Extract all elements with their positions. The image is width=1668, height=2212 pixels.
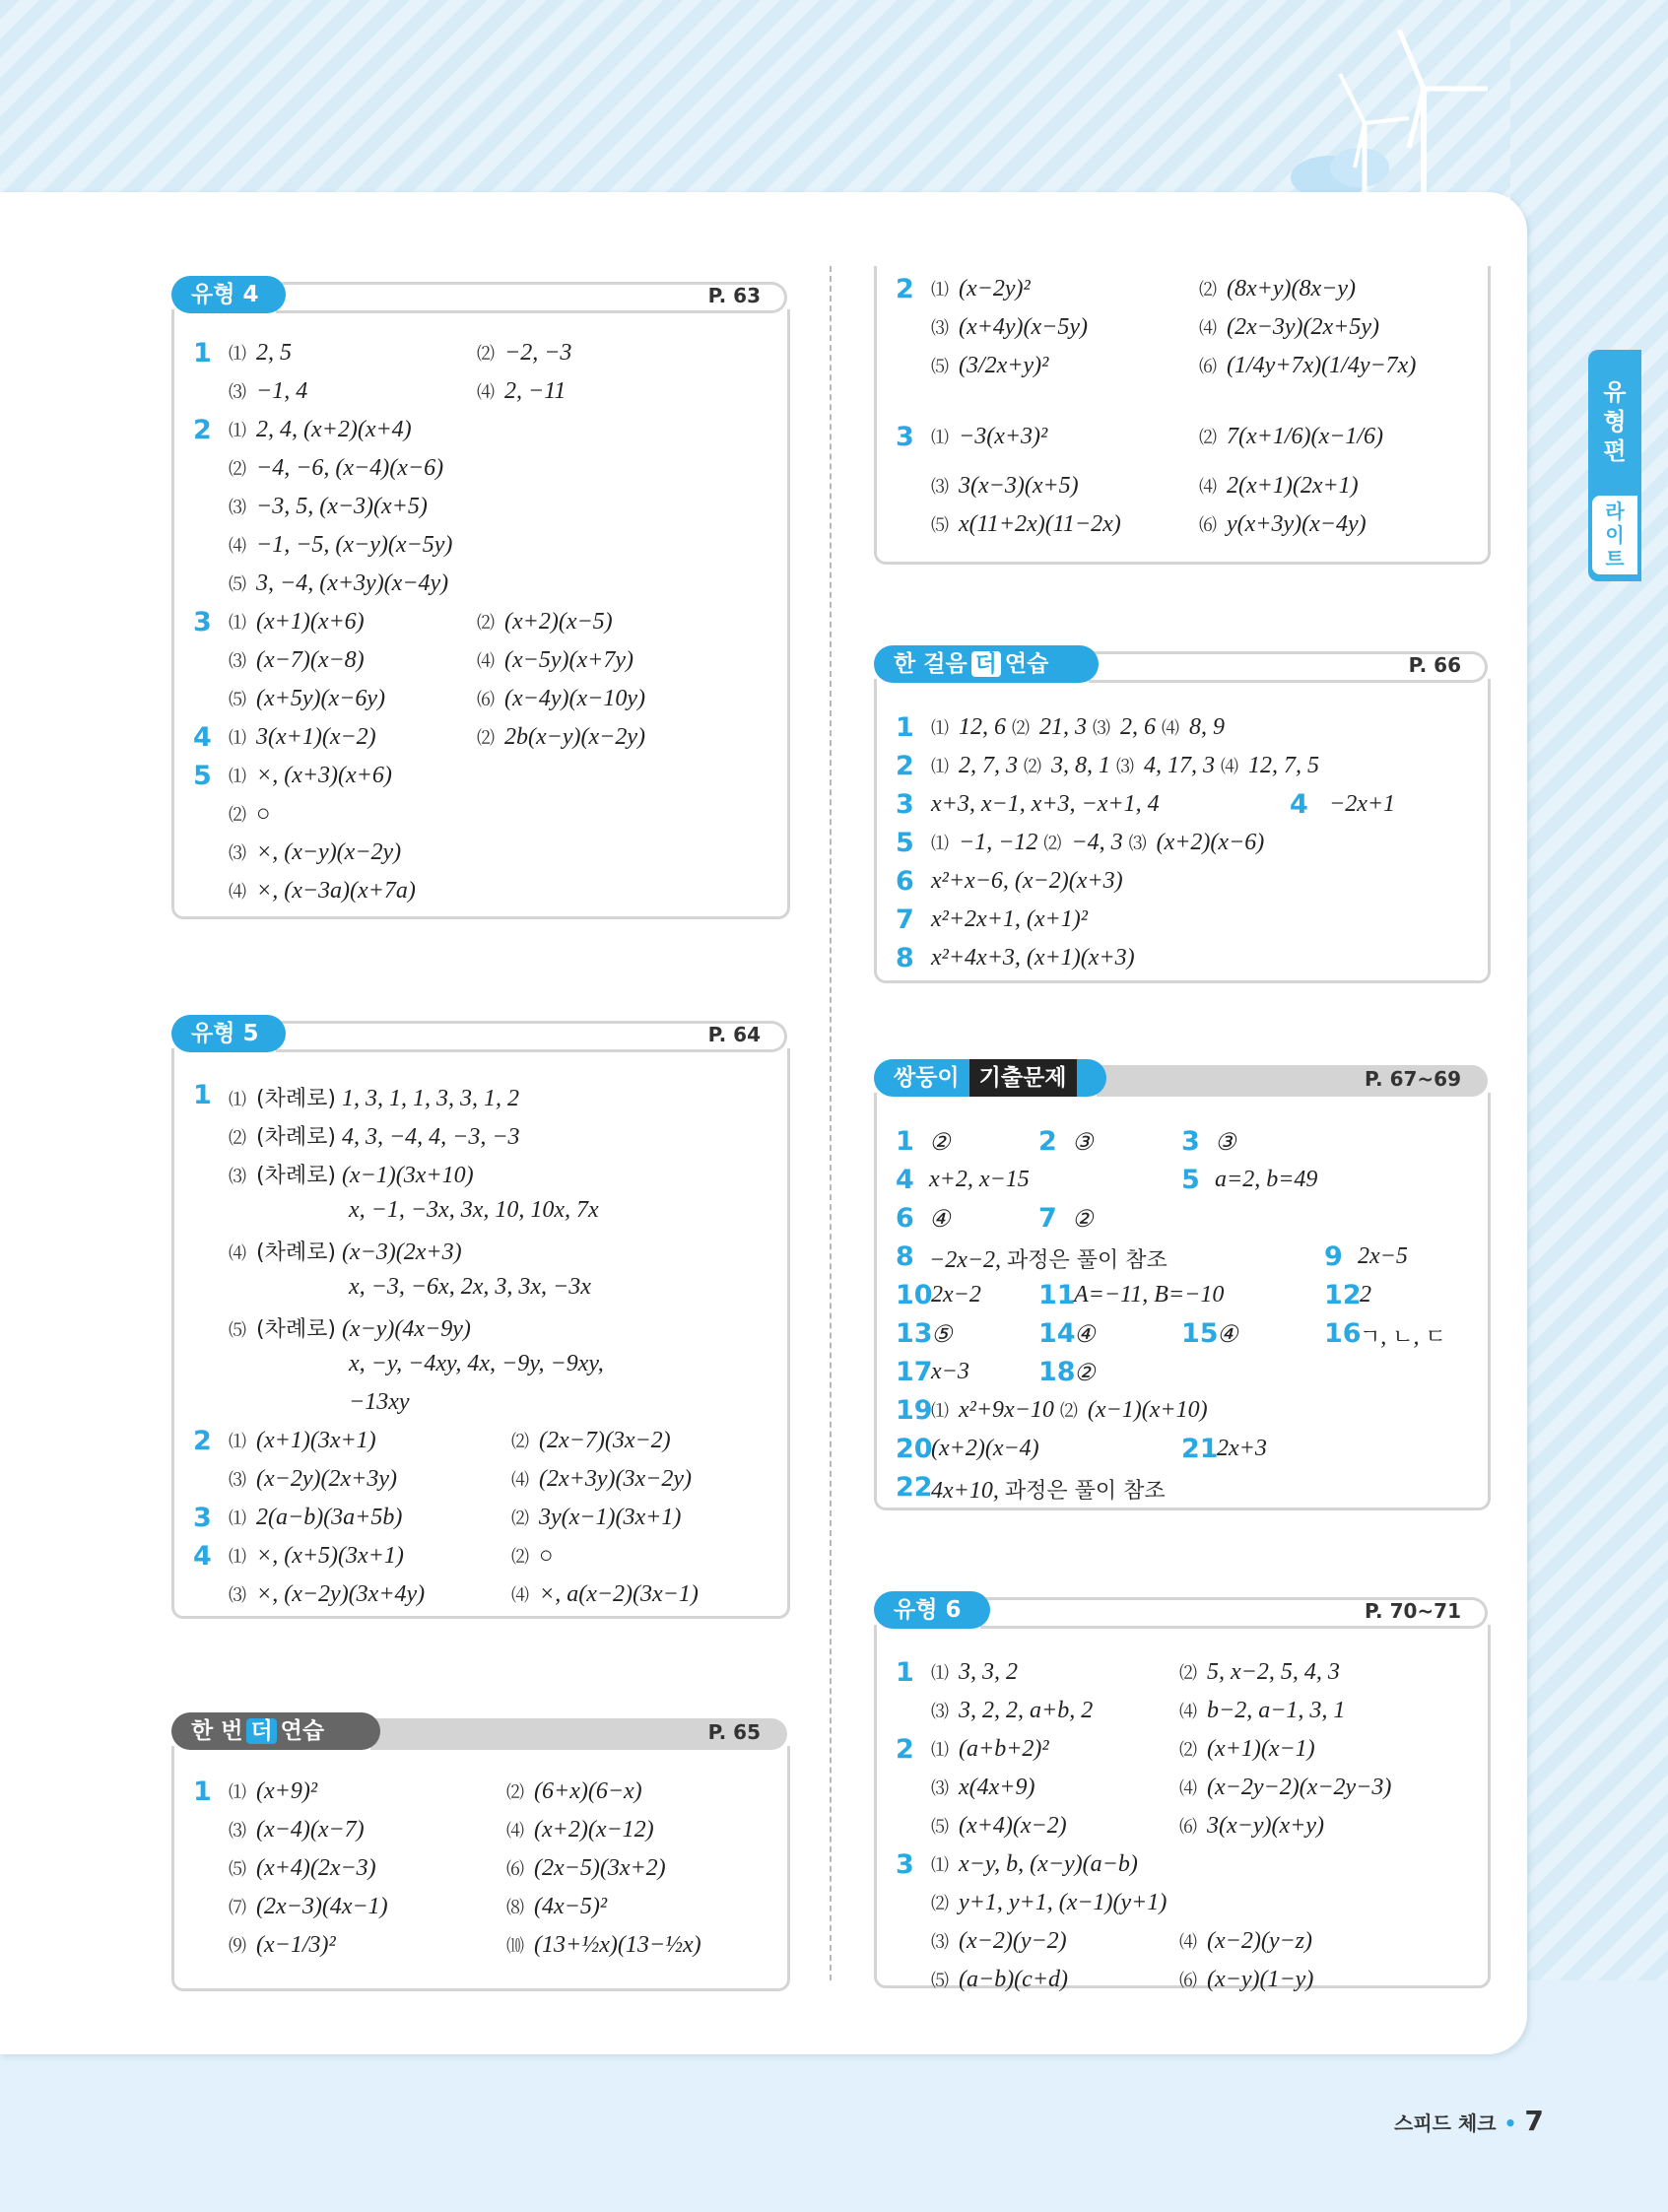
title-part: 유형 bbox=[191, 282, 235, 307]
answer-text: x²+x−6, (x−2)(x+3) bbox=[931, 868, 1123, 894]
answer-text: ⑹ (x−y)(1−y) bbox=[1179, 1967, 1314, 1992]
answer-text: x²+4x+3, (x+1)(x+3) bbox=[931, 945, 1135, 971]
page-ref: P. 70~71 bbox=[1365, 1599, 1461, 1623]
answer-text: A=−11, B=−10 bbox=[1074, 1282, 1225, 1307]
item-number: 3 bbox=[193, 607, 212, 637]
item-number: 1 bbox=[896, 1657, 914, 1688]
answer-text: ⑵ (x+2)(x−5) bbox=[477, 609, 613, 635]
answer-text: ⑵ (x+1)(x−1) bbox=[1179, 1736, 1315, 1762]
answer-text: ⑽ (13+½x)(13−½x) bbox=[506, 1932, 701, 1958]
answer-text: ⑵ 2b(x−y)(x−2y) bbox=[477, 724, 645, 750]
item-number: 17 bbox=[896, 1357, 933, 1387]
title-part: 한 걸음 bbox=[894, 651, 967, 677]
item-number: 5 bbox=[1181, 1165, 1200, 1195]
answer-text: ④ bbox=[929, 1207, 951, 1233]
answer-text: ② bbox=[929, 1130, 951, 1156]
answer-text: ⑹ (2x−5)(3x+2) bbox=[506, 1855, 666, 1881]
title-part: 연습 bbox=[280, 1718, 325, 1744]
answer-text: ③ bbox=[1215, 1130, 1236, 1156]
answer-text: x−3 bbox=[931, 1359, 969, 1384]
answer-text: ⑷ (2x−3y)(2x+5y) bbox=[1199, 314, 1379, 340]
item-number: 7 bbox=[896, 905, 914, 935]
section-header-tw bbox=[874, 1059, 1491, 1093]
answer-text: ⑸ (x+5y)(x−6y) bbox=[229, 686, 385, 711]
item-number: 2 bbox=[193, 415, 212, 445]
answer-text: ⑸ (3/2x+y)² bbox=[931, 353, 1049, 378]
windmill-illustration bbox=[1261, 30, 1498, 197]
answer-text: ③ bbox=[1072, 1130, 1094, 1156]
item-number: 4 bbox=[193, 722, 212, 753]
answer-text: ⑵ (6+x)(6−x) bbox=[506, 1778, 642, 1804]
answer-text: x, −y, −4xy, 4x, −9y, −9xy, bbox=[349, 1351, 604, 1376]
answer-text: ⑴ x²+9x−10 ⑵ (x−1)(x+10) bbox=[931, 1397, 1208, 1423]
page-ref: P. 65 bbox=[707, 1720, 761, 1744]
answer-text: a=2, b=49 bbox=[1215, 1167, 1318, 1192]
title-part: 유형 bbox=[894, 1597, 938, 1623]
item-number: 4 bbox=[1290, 789, 1308, 820]
item-number: 2 bbox=[896, 274, 914, 304]
answer-text: x+3, x−1, x+3, −x+1, 4 bbox=[931, 791, 1160, 817]
answer-text: ⑻ (4x−5)² bbox=[506, 1894, 608, 1919]
item-number: 3 bbox=[896, 422, 914, 452]
item-number: 13 bbox=[896, 1318, 933, 1349]
section-header-s6 bbox=[874, 1591, 1491, 1625]
answer-text: ⑵ (8x+y)(8x−y) bbox=[1199, 276, 1356, 302]
answer-text: ⑴ (a+b+2)² bbox=[931, 1736, 1049, 1762]
answer-text: ⑷ ×, a(x−2)(3x−1) bbox=[511, 1581, 699, 1607]
item-number: 12 bbox=[1324, 1280, 1362, 1310]
item-number: 9 bbox=[1324, 1241, 1343, 1272]
title-part: 4 bbox=[234, 282, 259, 307]
item-number: 2 bbox=[896, 1734, 914, 1765]
answer-text: 2x−5 bbox=[1358, 1243, 1408, 1269]
answer-text: ⑵ 7(x+1/6)(x−1/6) bbox=[1199, 424, 1383, 449]
answer-text: ⑵ (2x−7)(3x−2) bbox=[511, 1428, 671, 1453]
footer-label: 스피드 체크 bbox=[1394, 2111, 1497, 2135]
answer-text: ⑵ −2, −3 bbox=[477, 340, 572, 366]
answer-text: ⑴ 3(x+1)(x−2) bbox=[229, 724, 376, 750]
answer-text: ⑶ 3, 2, 2, a+b, 2 bbox=[931, 1698, 1094, 1723]
answer-text: ⑴ (x+1)(x+6) bbox=[229, 609, 365, 635]
answer-text: ⑸ (a−b)(c+d) bbox=[931, 1967, 1069, 1992]
side-tab-main: 유 형 편 bbox=[1603, 378, 1627, 465]
answer-text: ⑴ 12, 6 ⑵ 21, 3 ⑶ 2, 6 ⑷ 8, 9 bbox=[931, 714, 1225, 740]
section-header-h1 bbox=[171, 1712, 790, 1746]
section-title bbox=[874, 645, 1099, 683]
answer-text: ⑷ (x−2)(y−z) bbox=[1179, 1928, 1313, 1954]
answer-text: ④ bbox=[1074, 1322, 1096, 1348]
answer-text: ⑸ x(11+2x)(11−2x) bbox=[931, 511, 1121, 537]
answer-text: ⑵ y+1, y+1, (x−1)(y+1) bbox=[931, 1890, 1168, 1915]
answer-text: ⑶ (x−4)(x−7) bbox=[229, 1817, 365, 1843]
title-part: 기출문제 bbox=[969, 1059, 1077, 1097]
answer-text: ⑷ (x+2)(x−12) bbox=[506, 1817, 654, 1843]
answer-text: −2x−2, 과정은 풀이 참조 bbox=[929, 1247, 1168, 1273]
answer-text: ⑸ 3, −4, (x+3y)(x−4y) bbox=[229, 570, 449, 596]
answer-text: ⑶ (x−2y)(2x+3y) bbox=[229, 1466, 397, 1492]
title-part: 연습 bbox=[1004, 651, 1049, 677]
item-number: 10 bbox=[896, 1280, 933, 1310]
item-number: 22 bbox=[896, 1472, 933, 1503]
side-tab-sub: 라 이 트 bbox=[1592, 496, 1637, 574]
answer-text: ⑴ 2, 5 bbox=[229, 340, 292, 366]
item-number: 2 bbox=[1038, 1126, 1057, 1157]
answer-text: ④ bbox=[1217, 1322, 1238, 1348]
item-number: 2 bbox=[896, 751, 914, 781]
answer-text: ㄱ, ㄴ, ㄷ bbox=[1360, 1324, 1446, 1350]
section-header-h2 bbox=[874, 645, 1491, 679]
item-number: 14 bbox=[1038, 1318, 1076, 1349]
column-divider bbox=[830, 266, 832, 1980]
item-number: 18 bbox=[1038, 1357, 1076, 1387]
answer-text: ⑴ −1, −12 ⑵ −4, 3 ⑶ (x+2)(x−6) bbox=[931, 830, 1265, 855]
item-number: 1 bbox=[896, 1126, 914, 1157]
item-number: 3 bbox=[896, 789, 914, 820]
item-number: 3 bbox=[896, 1849, 914, 1880]
answer-text: ⑴ −3(x+3)² bbox=[931, 424, 1048, 449]
answer-text: −13xy bbox=[349, 1389, 410, 1415]
item-number: 8 bbox=[896, 1241, 914, 1272]
section-title bbox=[874, 1591, 990, 1629]
answer-text: ⑸ (x+4)(x−2) bbox=[931, 1813, 1067, 1839]
answer-text: ⑴ (x+9)² bbox=[229, 1778, 318, 1804]
item-number: 11 bbox=[1038, 1280, 1076, 1310]
item-number: 6 bbox=[896, 1203, 914, 1234]
title-part: 쌍둥이 bbox=[894, 1065, 960, 1091]
page-ref: P. 66 bbox=[1408, 653, 1461, 677]
answer-text: ⑶ (x+4y)(x−5y) bbox=[931, 314, 1088, 340]
title-part: 6 bbox=[937, 1597, 962, 1623]
answer-text: ⑹ (1/4y+7x)(1/4y−7x) bbox=[1199, 353, 1417, 378]
item-number: 20 bbox=[896, 1434, 933, 1464]
answer-text: ⑷ ×, (x−3a)(x+7a) bbox=[229, 878, 416, 904]
item-number: 8 bbox=[896, 943, 914, 973]
page-number: 7 bbox=[1524, 2105, 1544, 2137]
answer-text: ⑵ (차례로) 4, 3, −4, 4, −3, −3 bbox=[229, 1124, 520, 1150]
item-number: 4 bbox=[896, 1165, 914, 1195]
answer-text: ⑹ (x−4y)(x−10y) bbox=[477, 686, 645, 711]
answer-text: x²+2x+1, (x+1)² bbox=[931, 906, 1088, 932]
title-part: 한 번 bbox=[191, 1718, 243, 1744]
answer-text: −2x+1 bbox=[1329, 791, 1396, 817]
title-part: 5 bbox=[234, 1021, 259, 1046]
answer-text: ⑶ (차례로) (x−1)(3x+10) bbox=[229, 1163, 474, 1188]
answer-text: ⑵ 3y(x−1)(3x+1) bbox=[511, 1505, 682, 1530]
item-number: 16 bbox=[1324, 1318, 1362, 1349]
item-number: 5 bbox=[193, 761, 212, 791]
answer-text: ⑴ ×, (x+5)(3x+1) bbox=[229, 1543, 404, 1569]
answer-text: ⑶ (x−7)(x−8) bbox=[229, 647, 365, 673]
title-part: 유형 bbox=[191, 1021, 235, 1046]
page-ref: P. 64 bbox=[707, 1023, 761, 1046]
section-header-s5 bbox=[171, 1015, 790, 1048]
answer-text: x+2, x−15 bbox=[929, 1167, 1030, 1192]
answer-text: ⑵ ○ bbox=[511, 1543, 554, 1569]
page-footer: 스피드 체크 • 7 bbox=[1394, 2105, 1544, 2137]
answer-text: ⑷ b−2, a−1, 3, 1 bbox=[1179, 1698, 1346, 1723]
item-number: 19 bbox=[896, 1395, 933, 1426]
answer-text: ⑶ x(4x+9) bbox=[931, 1775, 1035, 1800]
right-pattern-band bbox=[1510, 0, 1668, 2212]
item-number: 2 bbox=[193, 1426, 212, 1456]
item-number: 1 bbox=[193, 1776, 212, 1807]
item-number: 1 bbox=[896, 712, 914, 743]
answer-text: ② bbox=[1072, 1207, 1094, 1233]
answer-text: ⑷ (차례로) (x−3)(2x+3) bbox=[229, 1240, 462, 1265]
item-number: 4 bbox=[193, 1541, 212, 1572]
section-title bbox=[874, 1059, 1106, 1097]
answer-text: x, −1, −3x, 3x, 10, 10x, 7x bbox=[349, 1197, 599, 1223]
side-tab[interactable] bbox=[1588, 350, 1641, 581]
answer-text: ⑵ ○ bbox=[229, 801, 271, 827]
item-number: 1 bbox=[193, 1080, 212, 1110]
answer-text: ⑵ 5, x−2, 5, 4, 3 bbox=[1179, 1659, 1340, 1685]
item-number: 6 bbox=[896, 866, 914, 897]
answer-text: 2x+3 bbox=[1217, 1436, 1267, 1461]
answer-text: ⑵ −4, −6, (x−4)(x−6) bbox=[229, 455, 444, 481]
answer-text: ⑹ 3(x−y)(x+y) bbox=[1179, 1813, 1324, 1839]
item-number: 7 bbox=[1038, 1203, 1057, 1234]
answer-text: 2x−2 bbox=[931, 1282, 981, 1307]
answer-text: ⑤ bbox=[931, 1322, 953, 1348]
item-number: 3 bbox=[1181, 1126, 1200, 1157]
section-title bbox=[171, 276, 286, 313]
page-ref: P. 63 bbox=[707, 284, 761, 307]
answer-text: 4x+10, 과정은 풀이 참조 bbox=[931, 1478, 1166, 1504]
answer-text: ⑴ (x−2y)² bbox=[931, 276, 1031, 302]
section-title bbox=[171, 1015, 286, 1052]
answer-text: ⑴ ×, (x+3)(x+6) bbox=[229, 763, 392, 788]
answer-text: ⑹ y(x+3y)(x−4y) bbox=[1199, 511, 1367, 537]
answer-text: ⑶ ×, (x−2y)(3x+4y) bbox=[229, 1581, 426, 1607]
answer-text: ⑴ 2, 4, (x+2)(x+4) bbox=[229, 417, 412, 442]
section-header-s4 bbox=[171, 276, 790, 309]
answer-text: ⑷ (x−2y−2)(x−2y−3) bbox=[1179, 1775, 1392, 1800]
answer-text: ⑸ (차례로) (x−y)(4x−9y) bbox=[229, 1316, 471, 1342]
item-number: 21 bbox=[1181, 1434, 1219, 1464]
answer-text: (x+2)(x−4) bbox=[931, 1436, 1039, 1461]
item-number: 3 bbox=[193, 1503, 212, 1533]
answer-text: ⑴ x−y, b, (x−y)(a−b) bbox=[931, 1851, 1138, 1877]
answer-text: ⑼ (x−1/3)² bbox=[229, 1932, 336, 1958]
answer-text: ⑶ −3, 5, (x−3)(x+5) bbox=[229, 494, 428, 519]
section-title bbox=[171, 1712, 380, 1750]
answer-text: ⑷ 2(x+1)(2x+1) bbox=[1199, 473, 1359, 499]
answer-text: ⑷ 2, −11 bbox=[477, 378, 567, 404]
item-number: 5 bbox=[896, 828, 914, 858]
answer-text: ⑴ 2(a−b)(3a+5b) bbox=[229, 1505, 403, 1530]
answer-text: ⑷ (2x+3y)(3x−2y) bbox=[511, 1466, 692, 1492]
page-ref: P. 67~69 bbox=[1365, 1067, 1461, 1091]
answer-text: ⑺ (2x−3)(4x−1) bbox=[229, 1894, 388, 1919]
answer-text: ⑶ −1, 4 bbox=[229, 378, 308, 404]
answer-text: x, −3, −6x, 2x, 3, 3x, −3x bbox=[349, 1274, 591, 1300]
item-number: 1 bbox=[193, 338, 212, 369]
answer-text: ⑷ (x−5y)(x+7y) bbox=[477, 647, 634, 673]
answer-text: ⑴ 2, 7, 3 ⑵ 3, 8, 1 ⑶ 4, 17, 3 ⑷ 12, 7, 5 bbox=[931, 753, 1319, 778]
title-highlight: 더 bbox=[971, 651, 1001, 677]
answer-text: ⑸ (x+4)(2x−3) bbox=[229, 1855, 376, 1881]
answer-text: 2 bbox=[1360, 1282, 1371, 1307]
answer-text: ⑴ (차례로) 1, 3, 1, 1, 3, 3, 1, 2 bbox=[229, 1086, 519, 1111]
answer-text: ⑴ (x+1)(3x+1) bbox=[229, 1428, 376, 1453]
answer-text: ⑷ −1, −5, (x−y)(x−5y) bbox=[229, 532, 453, 558]
answer-text: ⑶ 3(x−3)(x+5) bbox=[931, 473, 1079, 499]
title-highlight: 더 bbox=[246, 1718, 276, 1744]
answer-text: ⑴ 3, 3, 2 bbox=[931, 1659, 1018, 1685]
item-number: 15 bbox=[1181, 1318, 1219, 1349]
answer-text: ⑶ ×, (x−y)(x−2y) bbox=[229, 839, 402, 865]
answer-text: ② bbox=[1074, 1361, 1096, 1386]
answer-text: ⑶ (x−2)(y−2) bbox=[931, 1928, 1067, 1954]
